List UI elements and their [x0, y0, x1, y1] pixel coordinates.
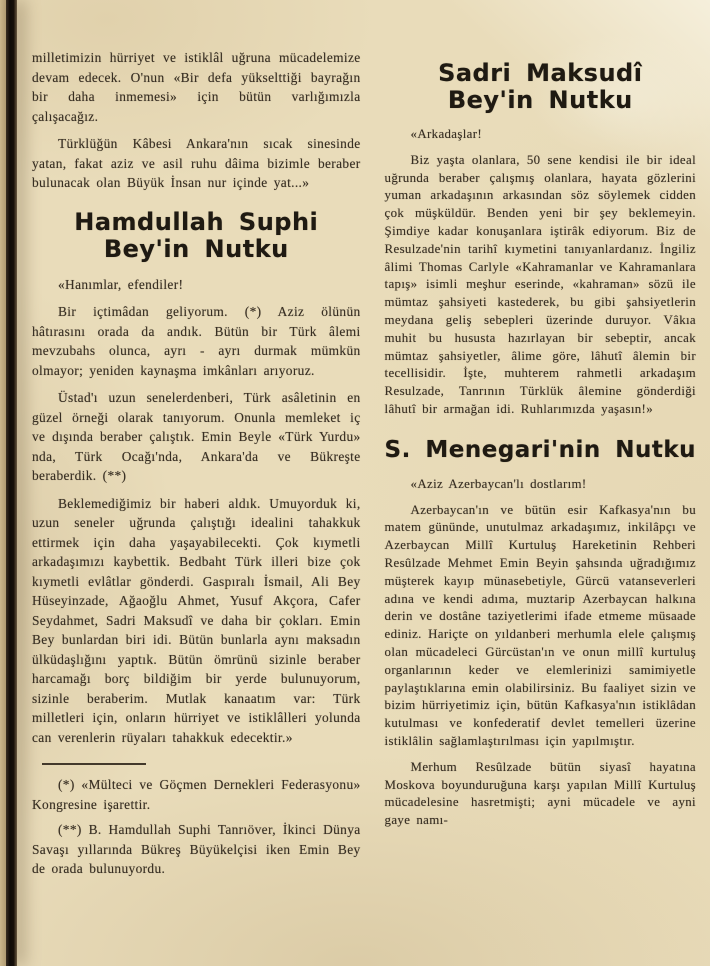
- speech-greeting: «Hanımlar, efendiler!: [58, 276, 184, 292]
- speech-title-sadri-maksudi: Sadri Maksudî Bey'in Nutku: [438, 59, 643, 114]
- speech-title-hamdullah-suphi: Hamdullah Suphi Bey'in Nutku: [74, 207, 319, 263]
- speech-greeting: «Arkadaşlar!: [410, 127, 483, 141]
- continuation-paragraph: milletimizin hürriyet ve istiklâl uğruna mücadelemize devam edecek. O'nun «Bir defa yükselttiği bayrağın bir daha inmemesi» için bütün varlığımızla çalışacağız.: [32, 50, 361, 124]
- speech-paragraph: Merhum Resûlzade bütün siyasî hayatına Moskova boyunduruğuna karşı yapılan Millî Kurtuluş mücadelesine hasretmişti; ayni mücadele ve ayni gaye namı-: [384, 759, 696, 828]
- left-column: [32, 48, 361, 966]
- continuation-paragraph: Türklüğün Kâbesi Ankara'nın sıcak sinesinde yatan, fakat aziz ve asil ruhu dâima bizimle beraber bulunacak olan Büyük İnsan nur içinde yat...»: [32, 136, 361, 190]
- footnote: (*) «Mülteci ve Göçmen Dernekleri Federasyonu» Kongresine işarettir.: [32, 777, 361, 812]
- speech-paragraph: Beklemediğimiz bir haberi aldık. Umuyorduk ki, uzun seneler uğrunda çalıştığı idealini tahakkuk ettirmek için daha yaşayabilecekti. Çok kıymetli arkadaşımızı kaybettik. Bedbaht Türk illeri bize çok kıymetli evlâtlar gönderdi. Gaspıralı İsmail, Ali Bey Hüseyinzade, Ağaoğlu Ahmet, Yusuf Akçora, Cafer Seydahmet, Sadri Maksudî ve daha bir çokları. Emin Bey bunlardan biri idi. Bütün bunlarla aynı maksadın ülküdaşlığını yaptık. Bütün ömrünü sizinle beraber harcamağı borç bildiğim bir yerde bulunuyorum, sizinle beraberim. Mutlak kanaatım var: Türk milletleri için, onların hürriyet ve istiklâlleri yolunda can verenlerin rüyaları tahakkuk edecektir.»: [32, 495, 361, 745]
- footnote: (**) B. Hamdullah Suphi Tanrıöver, İkinci Dünya Savaşı yıllarında Bükreş Büyükelçisi iken Emin Bey de orada bulunuyordu.: [32, 822, 361, 876]
- footnote-separator: [42, 763, 146, 765]
- speech-paragraph: Azerbaycan'ın ve bütün esir Kafkasya'nın bu matem gününde, unutulmaz arkadaşımız, inkilâpçı ve Azerbaycan Millî Kurtuluş Hareketinin Rehberi Resûlzade Mehmet Emin Beyin şahsında uğradığımız müşterek kayıp münasebetiyle, Gürcü vatanseverleri adına ve kendi adıma, muztarip Azerbaycan halkına derin ve dostâne taziyetlerimi ifade etmeme müsaade ediniz. Hariçte on yıldanberi merhumla elele çalışmış olan mücadeleci Gürcüstan'ın ve onun millî kurtuluş organlarının keder ve elemlerinizi samimiyetle paylaştıklarına emin olabilirsiniz. Bu faaliyet sizin ve bizim hürriyetimiz için, bütün Kafkasya'nın istiklâdan kutulması ve konfederatif devlet temelleri üzerine istiklâlin sağlamlaştırılması için yapılmıştır.: [384, 502, 696, 748]
- speech-greeting: «Aziz Azerbaycan'lı dostlarım!: [410, 476, 587, 491]
- speech-paragraph: Üstad'ı uzun senelerdenberi, Türk asâletinin en güzel örneği olarak tanıyorum. Onunla memleket iç ve dışında beraber çalıştık. Emin Beyle «Türk Yurdu» nda, Türk Ocağı'nda, Ankara'da ve Bükreşte beraberdik. (**): [32, 390, 361, 483]
- speech-paragraph: Biz yaşta olanlara, 50 sene kendisi ile bir ideal uğrunda beraber çalışmış olanlara, hayata gözlerini yuman arkadaşının arkasından söz söylemek cidden çok müşküldür. Benden yeni bir şey beklemeyin. Şimdiye kadar konuşanlara iştirâk ediyorum. Biz de Resulzade'nin tarihî kıymetini tanıyanlardanız. İngiliz âlimi Thomas Carlyle «Kahramanlar ve Kahramanlara tapış» isimli meşhur eserinde, «kahraman» sözü ile mümtaz şahsiyeti kastederek, bu gibi şahsiyetlerin meydana geliş sebepleri üzerinde duruyor. Vâkıa muhit bu hususta hazırlayan bir sebeptir, ancak mümtaz şahsiyetler, âlime göre, lâhutî âlemin bir tecellisidir. İşte, muhterem rahmetli arkadaşım Resulzade, Tanrının Türklük âlemine gönderdiği lâhutî bir armağan idi. Ruhlarımızda yaşasın!»: [384, 152, 696, 416]
- column-gap: [361, 48, 385, 966]
- speech-title-s-menegari: S. Menegari'nin Nutku: [384, 436, 696, 463]
- right-column: [385, 48, 696, 966]
- speech-paragraph: Bir içtimâdan geliyorum. (*) Aziz ölünün hâtırasını orada da andık. Bütün bir Türk âlemi mevzubahs olunca, ayrı - ayrı durmak mümkün olmayor; yeniden kaynaşma imkânları arıyoruz.: [32, 304, 361, 378]
